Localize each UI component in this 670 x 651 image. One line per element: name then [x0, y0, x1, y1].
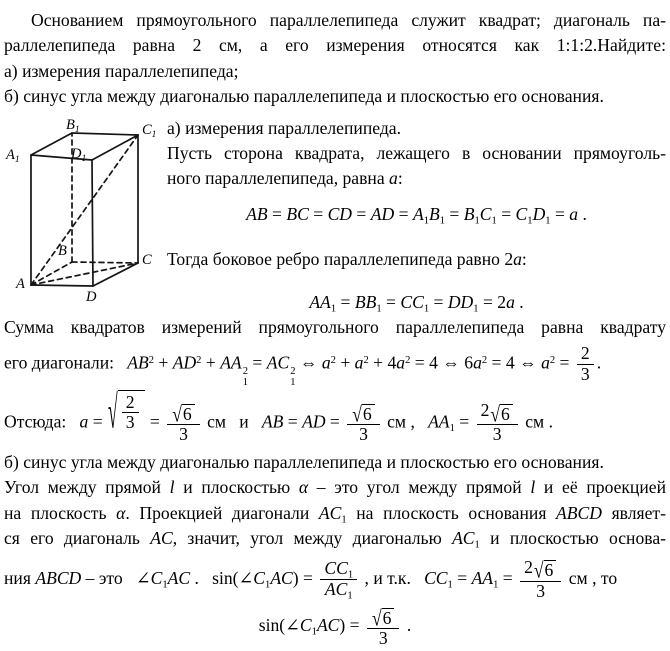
vertex-label: D	[86, 288, 97, 305]
formula-line: $\sin(\angle C_1AC)$ = √ 6 3 .	[258, 605, 412, 649]
text-line: Угол между прямой l и плоскостью α – это угол между прямой l и её проекцией	[4, 477, 666, 498]
vertex-label: $C_1$	[142, 121, 157, 140]
text-line: а) измерения параллелепипеда;	[4, 60, 239, 81]
text-line: Сумма квадратов измерений прямоугольного параллелепипеда равна квадрату	[4, 316, 666, 337]
text-line: Тогда боковое ребро параллелепипеда равно 2a:	[167, 249, 527, 270]
solution-right-column	[167, 114, 666, 313]
formula-line: его диагонали: $AB^2 + AD^2$ + AA 2 1 = AC 2 1 ⇔ $a^2 + a^2 + 4a^2 = 4$ ⇔ $6a^2 = 4$ ⇔ $a^2$ = $\frac{2}{3}$ .	[4, 343, 602, 388]
vertex-label: A	[16, 275, 25, 292]
fraction: $\frac{2}{3}$	[122, 393, 139, 433]
diagonal-A-C	[31, 263, 138, 285]
radical: √ 6	[372, 608, 394, 629]
solution-full-width	[4, 315, 666, 651]
fraction: $\frac{2}{3}$	[577, 344, 594, 384]
formula-line: Отсюда: a = √ $\frac{2}{3}$ = √ 6 3 см и AB = AD = √ 6 3 см , $AA_1$ = 2 √ 6 3 см .	[4, 385, 553, 445]
edge-B1-C1	[72, 133, 138, 135]
vertex-label: B	[58, 242, 67, 259]
text-line: ся его диагональ AC, значит, угол между диагональю $AC_1$ и плоскостью основа-	[4, 528, 667, 551]
fraction: √ 6 3	[167, 401, 199, 445]
fraction: √ 6 3	[347, 401, 379, 445]
radical: √ $\frac{2}{3}$	[108, 390, 144, 435]
fraction: $\frac{CC_1}{AC_1}$	[320, 559, 357, 599]
text-line: на плоскость α. Проекцией диагонали $AC_1$ на плоскость основания ABCD являет-	[4, 502, 666, 526]
parallelepiped-figure	[4, 114, 167, 313]
edge-D-C	[93, 263, 138, 286]
vertex-label: C	[142, 251, 152, 268]
fraction: 2 √ 6 3	[477, 401, 518, 445]
edge-A1-B1	[31, 133, 72, 155]
vertex-label: $B_1$	[66, 116, 80, 135]
radical: √ 6	[352, 404, 374, 425]
figure-svg	[4, 114, 167, 312]
radical: √ 6	[534, 560, 556, 581]
formula-line: AB = BC = CD = AD = $A_1B_1 = B_1C_1 = C_1D_1 = a$ .	[246, 203, 587, 227]
sub-sup: 2 1	[242, 365, 248, 388]
text-line: Основанием прямоугольного параллелепипеда служит квадрат; диагональ па-	[31, 10, 666, 30]
radical: √ 6	[490, 404, 512, 425]
vertex-label: $D_1$	[71, 145, 87, 164]
solution-section-a	[4, 114, 666, 313]
text-line: ного параллелепипеда, равна a:	[167, 168, 403, 189]
fraction: √ 6 3	[367, 605, 399, 649]
edge-D-D1	[92, 160, 93, 286]
edge-D1-C1	[92, 135, 138, 160]
radical: √ 6	[172, 404, 194, 425]
edge-B-C	[72, 262, 138, 263]
fraction: 2 √ 6 3	[520, 558, 561, 602]
edge-A-D	[31, 285, 93, 286]
formula-line: $AA_1 = BB_1 = CC_1 = DD_1 = 2a$ .	[309, 291, 524, 315]
text-line: б) синус угла между диагональю параллелепипеда и плоскостью его основания.	[4, 86, 604, 107]
formula-line: ния ABCD – это $\angle C_1AC$ . $\sin(\angle C_1AC)$ = $\frac{CC_1}{AC_1}$ , и т.к. $CC_1 = AA_1$ = 2 √ 6 3 см , то	[4, 556, 618, 602]
problem-statement	[4, 8, 666, 110]
text-line: раллелепипеда равна 2 см, а его измерения относятся как 1:1:2.Найдите:	[4, 35, 666, 56]
text-line: б) синус угла между диагональю параллелепипеда и плоскостью его основания.	[4, 451, 604, 472]
text-line: Пусть сторона квадрата, лежащего в основании прямоуголь-	[167, 143, 666, 164]
text-line: а) измерения параллелепипеда.	[167, 117, 401, 138]
sub-sup: 2 1	[290, 365, 296, 388]
vertex-label: $A_1$	[6, 146, 20, 165]
